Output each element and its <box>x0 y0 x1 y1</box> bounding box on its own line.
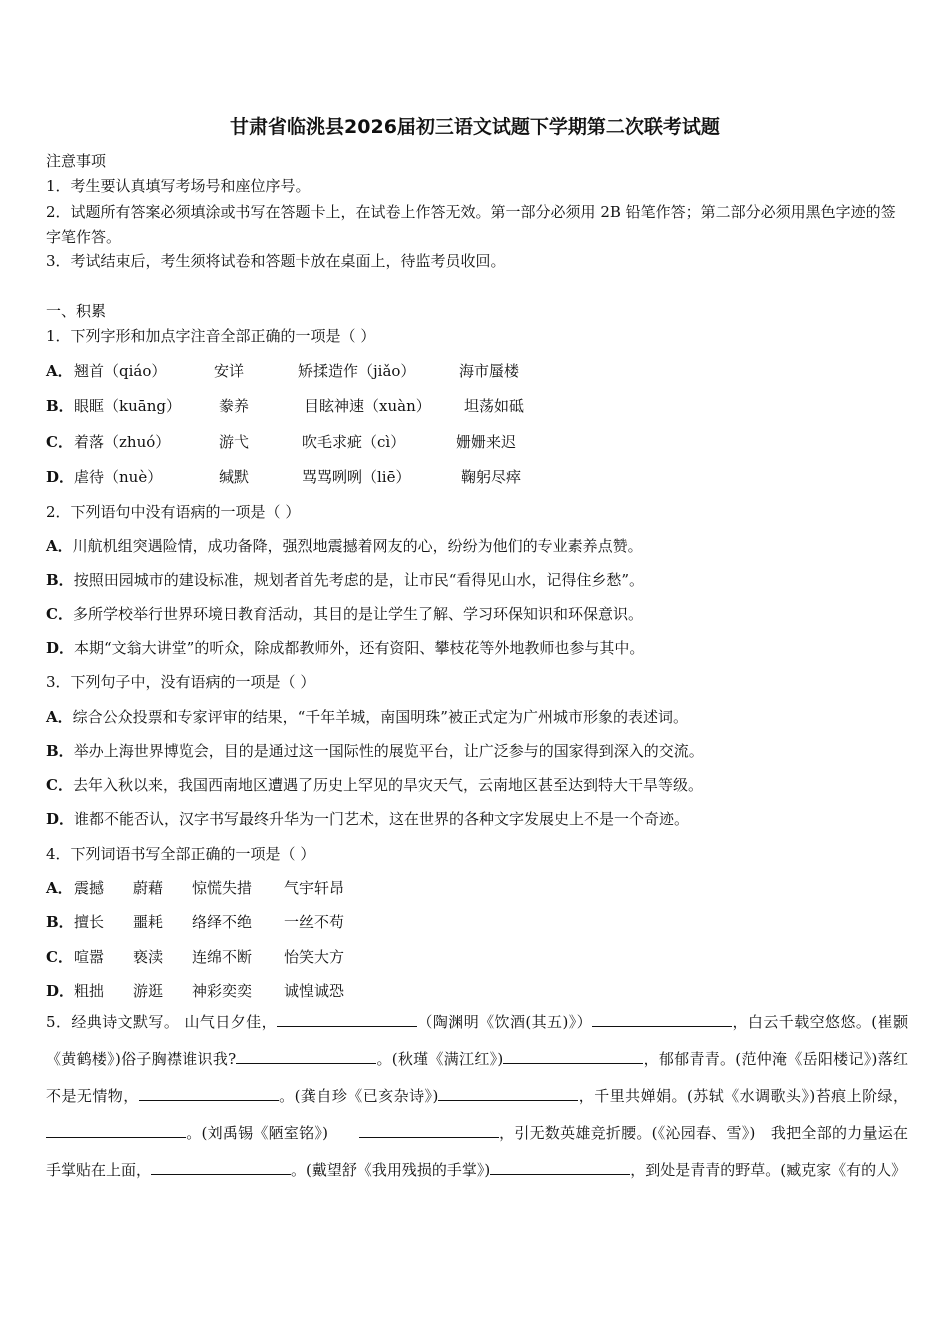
option-word: 坦荡如砥 <box>464 397 525 415</box>
fill-blank[interactable] <box>438 1084 578 1101</box>
option-text: 综合公众投票和专家评审的结果，“千年羊城，南国明珠”被正式定为广州城市形象的表述词。 <box>72 708 688 726</box>
fill-blank[interactable] <box>236 1047 376 1064</box>
option-word: 目眩神速（xuàn） <box>304 397 431 415</box>
option-word: 虐待（nuè） <box>74 468 163 486</box>
option-label: D． <box>46 810 75 828</box>
option-word: 鞠躬尽瘁 <box>461 468 522 486</box>
option-word: 蔚藉 <box>133 879 164 897</box>
q2-option-c[interactable] <box>46 604 643 624</box>
option-label: A． <box>46 708 73 726</box>
option-word: 安详 <box>214 362 245 380</box>
option-word: 吹毛求疵（cì） <box>302 433 406 451</box>
option-word: 翘首（qiáo） <box>74 362 167 380</box>
fill-blank[interactable] <box>46 1121 186 1138</box>
option-word: 眼眶（kuāng） <box>74 397 181 415</box>
option-word: 游逛 <box>133 982 164 1000</box>
q3-option-b[interactable] <box>46 741 704 761</box>
question-2-stem: 2．下列语句中没有语病的一项是（ ） <box>46 503 301 521</box>
option-word: 噩耗 <box>133 913 164 931</box>
option-word: 诚惶诚恐 <box>284 982 345 1000</box>
notice-item: 3．考试结束后，考生须将试卷和答题卡放在桌面上，待监考员收回。 <box>46 252 506 270</box>
option-word: 怡笑大方 <box>284 948 345 966</box>
option-word: 一丝不苟 <box>284 913 345 931</box>
option-word: 神彩奕奕 <box>192 982 253 1000</box>
option-label: B． <box>46 913 74 931</box>
option-text: 谁都不能否认，汉字书写最终升华为一门艺术，这在世界的各种文字发展史上不是一个奇迹。 <box>74 810 690 828</box>
q5-text: （陶渊明《饮酒(其五)》） <box>417 1013 593 1031</box>
option-text: 本期“文翁大讲堂”的听众，除成都教师外，还有资阳、攀枝花等外地教师也参与其中。 <box>74 639 645 657</box>
q2-option-a[interactable] <box>46 536 643 556</box>
q3-option-c[interactable] <box>46 775 703 795</box>
fill-blank[interactable] <box>139 1084 279 1101</box>
question-5-paragraph <box>46 1004 908 1189</box>
option-word: 骂骂咧咧（liē） <box>302 468 411 486</box>
fill-blank[interactable] <box>151 1158 291 1175</box>
option-word: 姗姗来迟 <box>456 433 517 451</box>
page-title: 甘肃省临洮县2026届初三语文试题下学期第二次联考试题 <box>230 116 720 138</box>
fill-blank[interactable] <box>359 1121 499 1138</box>
notice-heading: 注意事项 <box>46 152 107 170</box>
option-label: C． <box>46 948 73 966</box>
option-label: D． <box>46 639 75 657</box>
option-label: A． <box>46 537 73 555</box>
question-4-stem: 4．下列词语书写全部正确的一项是（ ） <box>46 845 316 863</box>
option-label: D． <box>46 468 75 486</box>
option-word: 震撼 <box>74 879 105 897</box>
option-word: 气宇轩昂 <box>284 879 345 897</box>
q5-text: 。(秋瑾《满江红》) <box>376 1050 504 1068</box>
q5-text: ，引无数英雄竞折腰。(《沁园春、雪》) 我把全部的力量运在手掌贴在上面， <box>46 1124 908 1179</box>
fill-blank[interactable] <box>490 1158 630 1175</box>
option-word: 着落（zhuó） <box>74 433 171 451</box>
q5-text: 。(戴望舒《我用残损的手掌》) <box>291 1161 491 1179</box>
fill-blank[interactable] <box>592 1010 732 1027</box>
option-word: 喧嚣 <box>74 948 105 966</box>
option-text: 举办上海世界博览会，目的是通过这一国际性的展览平台，让广泛参与的国家得到深入的交流。 <box>73 742 704 760</box>
option-word: 亵渎 <box>133 948 164 966</box>
notice-item: 1．考生要认真填写考场号和座位序号。 <box>46 177 311 195</box>
option-word: 矫揉造作（jiǎo） <box>298 362 416 380</box>
q2-option-d[interactable] <box>46 638 644 658</box>
option-label: C． <box>46 605 73 623</box>
option-label: B． <box>46 742 74 760</box>
option-word: 擅长 <box>74 913 105 931</box>
option-label: B． <box>46 397 74 415</box>
q5-text: 。(刘禹锡《陋室铭》) <box>186 1124 359 1142</box>
option-text: 川航机组突遇险情，成功备降，强烈地震撼着网友的心，纷纷为他们的专业素养点赞。 <box>72 537 643 555</box>
option-label: A． <box>46 879 73 897</box>
notice-item: 2．试题所有答案必须填涂或书写在答题卡上，在试卷上作答无效。第一部分必须用 2B 铅笔作答；第二部分必须用黑色字迹的签字笔作答。 <box>46 203 896 246</box>
option-label: D． <box>46 982 75 1000</box>
option-label: C． <box>46 776 73 794</box>
q5-text: 5．经典诗文默写。 山气日夕佳， <box>46 1013 278 1031</box>
option-word: 络绎不绝 <box>192 913 253 931</box>
option-label: B． <box>46 571 74 589</box>
q3-option-d[interactable] <box>46 809 689 829</box>
q5-text: ，到处是青青的野草。(臧克家《有的人》 <box>630 1161 907 1179</box>
section-heading: 一、积累 <box>46 302 107 320</box>
q3-option-a[interactable] <box>46 707 688 727</box>
option-label: A． <box>46 362 73 380</box>
option-word: 粗拙 <box>74 982 105 1000</box>
option-word: 惊慌失措 <box>192 879 253 897</box>
option-word: 连绵不断 <box>192 948 253 966</box>
option-word: 缄默 <box>219 468 250 486</box>
option-text: 多所学校举行世界环境日教育活动，其目的是让学生了解、学习环保知识和环保意识。 <box>72 605 643 623</box>
question-3-stem: 3．下列句子中，没有语病的一项是（ ） <box>46 673 316 691</box>
q5-text: ，千里共婵娟。(苏轼《水调歌头》)苔痕上阶绿， <box>578 1087 908 1105</box>
option-word: 游弋 <box>219 433 250 451</box>
question-1-stem: 1．下列字形和加点字注音全部正确的一项是（ ） <box>46 327 376 345</box>
option-word: 海市蜃楼 <box>459 362 520 380</box>
q5-text: 。(龚自珍《已亥杂诗》) <box>278 1087 439 1105</box>
option-text: 去年入秋以来，我国西南地区遭遇了历史上罕见的旱灾天气，云南地区甚至达到特大干旱等级。 <box>72 776 703 794</box>
option-word: 豢养 <box>219 397 250 415</box>
fill-blank[interactable] <box>277 1010 417 1027</box>
option-text: 按照田园城市的建设标准，规划者首先考虑的是，让市民“看得见山水，记得住乡愁”。 <box>73 571 645 589</box>
q5-text: ，白云千载空悠悠。(崔颢《黄鹤楼》)俗子胸襟谁识我? <box>46 1013 908 1068</box>
option-label: C． <box>46 433 73 451</box>
fill-blank[interactable] <box>503 1047 643 1064</box>
q5-text: ，郁郁青青。(范仲淹《岳阳楼记》)落红不是无情物， <box>46 1050 908 1105</box>
q2-option-b[interactable] <box>46 570 644 590</box>
